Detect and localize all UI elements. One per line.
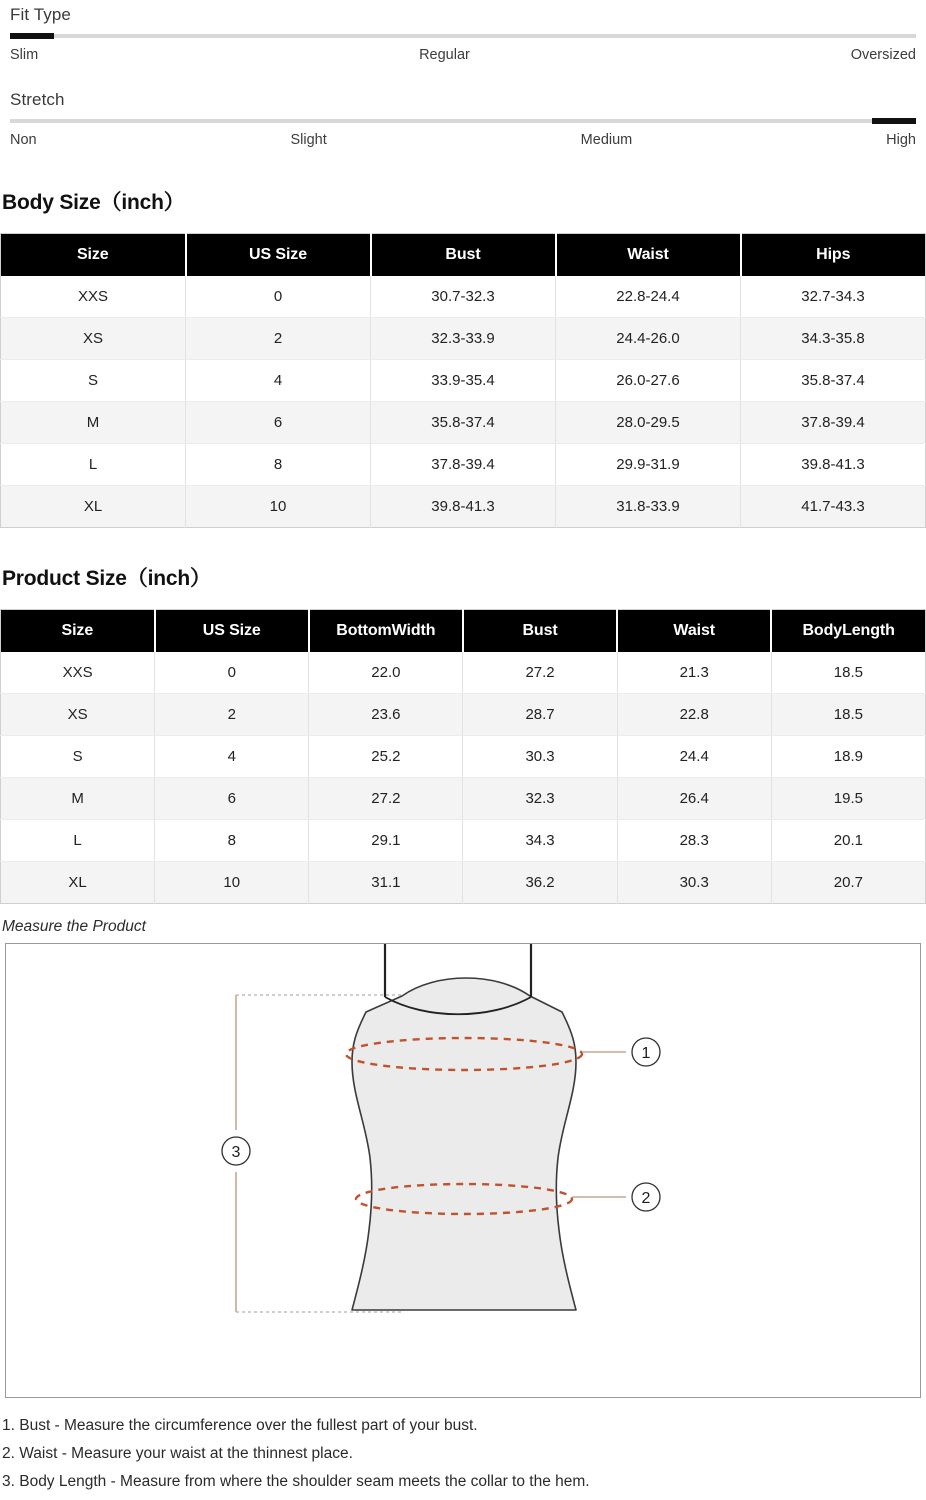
measurement-notes (0, 1398, 926, 1496)
fit-type-section (0, 0, 926, 63)
cell-value: 34.3 (463, 820, 617, 862)
table-row (1, 276, 926, 318)
stretch-slider-marker[interactable] (872, 118, 916, 124)
cell-value: 26.0-27.6 (556, 360, 741, 402)
table-row (1, 360, 926, 402)
stretch-slider-track[interactable] (10, 119, 916, 123)
cell-value: 32.3 (463, 778, 617, 820)
table-row (1, 862, 926, 904)
body-size-col-size: Size (1, 234, 186, 276)
cell-value: 39.8-41.3 (371, 486, 556, 528)
cell-value: 39.8-41.3 (741, 444, 926, 486)
section-gap (0, 63, 926, 85)
stretch-label-non[interactable]: Non (10, 132, 37, 148)
fit-type-label-oversized[interactable]: Oversized (850, 47, 916, 63)
cell-value: 23.6 (309, 694, 463, 736)
cell-value: 29.9-31.9 (556, 444, 741, 486)
cell-value: 28.0-29.5 (556, 402, 741, 444)
cell-value: 35.8-37.4 (371, 402, 556, 444)
cell-value: 41.7-43.3 (741, 486, 926, 528)
cell-value: 28.3 (617, 820, 771, 862)
cell-value: 10 (155, 862, 309, 904)
body-size-header-row (1, 234, 926, 276)
cell-value: 6 (186, 402, 371, 444)
cell-value: 20.1 (771, 820, 925, 862)
table-row (1, 778, 926, 820)
spacer (0, 528, 926, 562)
cell-value: 19.5 (771, 778, 925, 820)
cell-size: XS (1, 318, 186, 360)
cell-value: 18.5 (771, 652, 925, 694)
cell-value: 4 (186, 360, 371, 402)
cell-value: 2 (186, 318, 371, 360)
cell-size: S (1, 360, 186, 402)
cell-size: M (1, 402, 186, 444)
measure-the-product-label: Measure the Product (2, 918, 146, 935)
cell-value: 35.8-37.4 (741, 360, 926, 402)
table-row (1, 444, 926, 486)
table-row (1, 402, 926, 444)
cell-size: L (1, 820, 155, 862)
camisole-garment (352, 944, 576, 1310)
cell-value: 26.4 (617, 778, 771, 820)
cell-size: M (1, 778, 155, 820)
note-bust: 1. Bust - Measure the circumference over the fullest part of your bust. (2, 1417, 478, 1434)
product-size-table (0, 609, 926, 904)
stretch-title: Stretch (10, 90, 65, 109)
cell-size: XL (1, 486, 186, 528)
body-size-col-hips: Hips (741, 234, 926, 276)
cell-size: XL (1, 862, 155, 904)
spacer (0, 216, 926, 233)
table-row (1, 736, 926, 778)
table-row (1, 486, 926, 528)
cell-size: L (1, 444, 186, 486)
cell-size: XXS (1, 652, 155, 694)
body-size-table-head (1, 234, 926, 276)
marker-1-label: 1 (641, 1045, 651, 1062)
product-size-table-head (1, 610, 926, 652)
cell-size: S (1, 736, 155, 778)
stretch-label-medium[interactable]: Medium (580, 132, 633, 148)
cell-value: 0 (186, 276, 371, 318)
cell-value: 22.0 (309, 652, 463, 694)
cell-value: 37.8-39.4 (741, 402, 926, 444)
body-size-col-us-size: US Size (186, 234, 371, 276)
stretch-labels (10, 123, 916, 148)
cell-value: 24.4-26.0 (556, 318, 741, 360)
cell-value: 32.3-33.9 (371, 318, 556, 360)
cell-value: 8 (155, 820, 309, 862)
cell-value: 0 (155, 652, 309, 694)
cell-value: 10 (186, 486, 371, 528)
product-size-col-us-size: US Size (155, 610, 309, 652)
cell-value: 32.7-34.3 (741, 276, 926, 318)
cell-value: 30.3 (617, 862, 771, 904)
cell-size: XXS (1, 276, 186, 318)
measurement-diagram (5, 943, 921, 1398)
garment-diagram-svg (6, 944, 920, 1397)
body-size-table (0, 233, 926, 528)
table-row (1, 820, 926, 862)
spacer (0, 592, 926, 609)
cell-value: 21.3 (617, 652, 771, 694)
product-size-col-size: Size (1, 610, 155, 652)
cell-value: 8 (186, 444, 371, 486)
cell-value: 29.1 (309, 820, 463, 862)
spacer (0, 148, 926, 186)
cell-value: 34.3-35.8 (741, 318, 926, 360)
stretch-section (0, 85, 926, 148)
fit-type-label-slim[interactable]: Slim (10, 47, 39, 63)
product-size-col-bust: Bust (463, 610, 617, 652)
cell-value: 24.4 (617, 736, 771, 778)
table-row (1, 318, 926, 360)
fit-type-title: Fit Type (10, 5, 71, 24)
body-size-title: Body Size（inch） (2, 191, 185, 214)
product-size-header-row (1, 610, 926, 652)
table-row (1, 694, 926, 736)
spacer (0, 904, 926, 918)
product-size-col-waist: Waist (617, 610, 771, 652)
marker-1-bust (632, 1038, 660, 1066)
cell-value: 4 (155, 736, 309, 778)
marker-3-body-length (222, 1137, 250, 1165)
body-size-table-body (1, 276, 926, 528)
note-body-length: 3. Body Length - Measure from where the shoulder seam meets the collar to the hem. (2, 1473, 590, 1490)
cell-value: 18.9 (771, 736, 925, 778)
cell-value: 37.8-39.4 (371, 444, 556, 486)
stretch-label-slight[interactable]: Slight (290, 132, 327, 148)
product-size-col-bodylength: BodyLength (771, 610, 925, 652)
cell-value: 31.8-33.9 (556, 486, 741, 528)
fit-type-slider-marker[interactable] (10, 33, 54, 39)
cell-value: 18.5 (771, 694, 925, 736)
cell-value: 2 (155, 694, 309, 736)
cell-value: 6 (155, 778, 309, 820)
body-size-col-waist: Waist (556, 234, 741, 276)
cell-value: 28.7 (463, 694, 617, 736)
marker-2-waist (632, 1183, 660, 1211)
cell-size: XS (1, 694, 155, 736)
cell-value: 33.9-35.4 (371, 360, 556, 402)
cell-value: 27.2 (309, 778, 463, 820)
cell-value: 27.2 (463, 652, 617, 694)
cell-value: 30.7-32.3 (371, 276, 556, 318)
cell-value: 36.2 (463, 862, 617, 904)
cell-value: 25.2 (309, 736, 463, 778)
cell-value: 20.7 (771, 862, 925, 904)
product-size-col-bottomwidth: BottomWidth (309, 610, 463, 652)
product-size-table-body (1, 652, 926, 904)
body-size-col-bust: Bust (371, 234, 556, 276)
table-row (1, 652, 926, 694)
fit-type-slider-track[interactable] (10, 34, 916, 38)
note-waist: 2. Waist - Measure your waist at the thinnest place. (2, 1445, 353, 1462)
cell-value: 31.1 (309, 862, 463, 904)
product-size-title: Product Size（inch） (2, 567, 211, 590)
cell-value: 22.8-24.4 (556, 276, 741, 318)
fit-type-label-regular[interactable]: Regular (419, 47, 470, 63)
cell-value: 22.8 (617, 694, 771, 736)
stretch-label-high[interactable]: High (886, 132, 916, 148)
fit-type-labels (10, 38, 916, 63)
marker-2-label: 2 (641, 1190, 651, 1207)
cell-value: 30.3 (463, 736, 617, 778)
marker-3-label: 3 (231, 1144, 241, 1161)
